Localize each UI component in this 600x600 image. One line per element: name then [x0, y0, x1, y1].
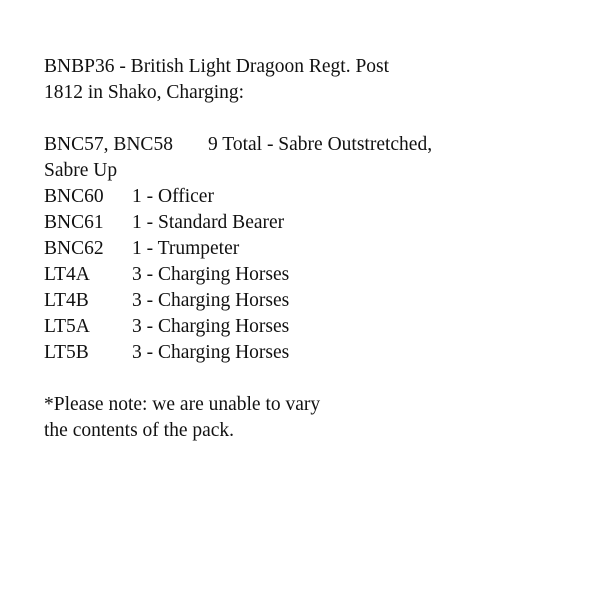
- row-description: 1 - Officer: [132, 186, 214, 207]
- content-row: [44, 314, 564, 340]
- title-line-2: 1812 in Shako, Charging:: [44, 82, 245, 103]
- content-row-first: [44, 132, 564, 158]
- row-description: 1 - Standard Bearer: [132, 212, 285, 233]
- row-code: LT4A: [44, 264, 90, 285]
- content-row: [44, 288, 564, 314]
- row-code: LT4B: [44, 290, 89, 311]
- row-code: BNC61: [44, 212, 104, 233]
- pack-contents-document: [44, 54, 564, 444]
- row-description: 1 - Trumpeter: [132, 238, 240, 259]
- spacer: [44, 106, 564, 132]
- content-row: [44, 236, 564, 262]
- row-description: 3 - Charging Horses: [132, 316, 290, 337]
- row-code: BNC62: [44, 238, 104, 259]
- row-code: LT5B: [44, 342, 89, 363]
- title-line-1: BNBP36 - British Light Dragoon Regt. Post: [44, 56, 390, 77]
- row-code: LT5A: [44, 316, 90, 337]
- note-line-2: the contents of the pack.: [44, 420, 235, 441]
- content-row: [44, 262, 564, 288]
- content-row: [44, 184, 564, 210]
- row-description-continuation: Sabre Up: [44, 160, 118, 181]
- row-description: 3 - Charging Horses: [132, 342, 290, 363]
- row-description: 9 Total - Sabre Outstretched,: [208, 134, 433, 155]
- content-row: [44, 210, 564, 236]
- row-description: 3 - Charging Horses: [132, 264, 290, 285]
- content-row: [44, 340, 564, 366]
- row-description: 3 - Charging Horses: [132, 290, 290, 311]
- note-line-1: *Please note: we are unable to vary: [44, 394, 321, 415]
- spacer: [44, 366, 564, 392]
- row-code: BNC57, BNC58: [44, 134, 173, 155]
- row-code: BNC60: [44, 186, 104, 207]
